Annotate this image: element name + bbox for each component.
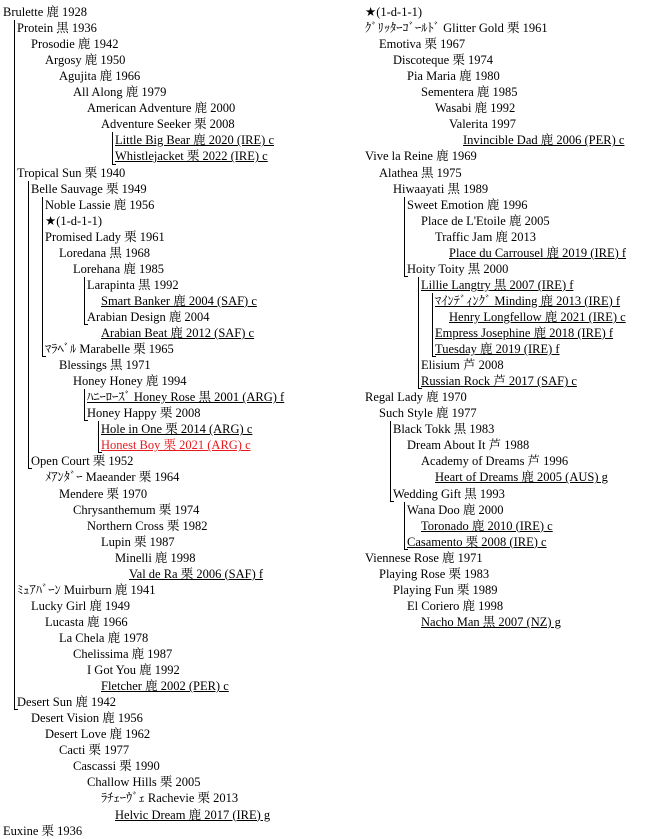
tree-connector	[84, 389, 85, 421]
pedigree-entry: Heart of Dreams 鹿 2005 (AUS) g	[435, 470, 608, 485]
pedigree-entry: Lorehana 鹿 1985	[73, 261, 164, 276]
pedigree-entry: Such Style 鹿 1977	[379, 406, 477, 421]
pedigree-entry: Honey Honey 鹿 1994	[73, 374, 187, 389]
pedigree-entry: Invincible Dad 鹿 2006 (PER) c	[463, 133, 625, 148]
pedigree-entry: Chelissima 鹿 1987	[73, 647, 173, 661]
tree-connector	[112, 132, 113, 164]
pedigree-entry: Sementera 鹿 1985	[421, 85, 518, 100]
tree-connector	[404, 276, 408, 277]
pedigree-entry: Hoity Toity 黒 2000	[407, 261, 509, 276]
pedigree-entry: Place du Carrousel 鹿 2019 (IRE) f	[449, 245, 627, 260]
pedigree-entry: ﾐｭｱﾊﾞｰﾝ Muirburn 鹿 1941	[17, 582, 156, 597]
pedigree-entry: La Chela 鹿 1978	[59, 630, 149, 645]
pedigree-entry: Hole in One 栗 2014 (ARG) c	[101, 422, 253, 437]
pedigree-entry: Emotiva 栗 1967	[379, 37, 466, 52]
pedigree-entry: Black Tokk 黒 1983	[393, 422, 495, 437]
pedigree-entry: Nacho Man 黒 2007 (NZ) g	[421, 614, 561, 629]
pedigree-entry: Noble Lassie 鹿 1956	[45, 197, 155, 212]
pedigree-entry: Sweet Emotion 鹿 1996	[407, 197, 528, 212]
pedigree-entry: Euxine 栗 1936	[3, 823, 83, 838]
pedigree-entry: Casamento 栗 2008 (IRE) c	[407, 534, 547, 549]
tree-connector	[14, 709, 18, 710]
pedigree-entry: Blessings 黒 1971	[59, 358, 151, 373]
pedigree-entry: Agujita 鹿 1966	[59, 69, 141, 84]
pedigree-entry: Pia Maria 鹿 1980	[407, 69, 500, 84]
pedigree-entry: Brulette 鹿 1928	[3, 5, 88, 19]
tree-connector	[418, 277, 419, 389]
pedigree-entry: Tropical Sun 栗 1940	[17, 165, 126, 180]
pedigree-entry: Val de Ra 栗 2006 (SAF) f	[129, 566, 264, 581]
tree-connector	[84, 420, 88, 421]
pedigree-entry: ｸﾞﾘｯﾀｰｺﾞｰﾙﾄﾞ Glitter Gold 栗 1961	[365, 21, 548, 36]
pedigree-entry: Protein 黒 1936	[17, 21, 97, 36]
pedigree-entry: Arabian Design 鹿 2004	[87, 309, 210, 324]
tree-connector	[84, 277, 85, 325]
pedigree-entry: ﾏｲﾝﾃﾞｨﾝｸﾞ Minding 鹿 2013 (IRE) f	[435, 293, 621, 308]
pedigree-entry: Desert Love 鹿 1962	[45, 727, 151, 742]
pedigree-entry: Toronado 鹿 2010 (IRE) c	[421, 518, 553, 533]
pedigree-entry: Desert Sun 鹿 1942	[17, 695, 116, 710]
pedigree-entry: I Got You 鹿 1992	[87, 663, 180, 678]
tree-connector	[390, 421, 391, 501]
pedigree-entry: Place de L'Etoile 鹿 2005	[421, 213, 550, 228]
pedigree-entry: Challow Hills 栗 2005	[87, 775, 201, 790]
tree-connector	[42, 356, 46, 357]
pedigree-entry: Hiwaayati 黒 1989	[393, 181, 489, 196]
pedigree-entry: American Adventure 鹿 2000	[87, 101, 236, 116]
pedigree-entry: Honest Boy 栗 2021 (ARG) c	[101, 438, 251, 453]
pedigree-entry: ﾗﾁｪｰｳﾞｪ Rachevie 栗 2013	[101, 791, 239, 806]
pedigree-entry: Loredana 黒 1968	[59, 245, 150, 260]
tree-connector	[390, 501, 394, 502]
pedigree-entry: Lucky Girl 鹿 1949	[31, 598, 130, 613]
tree-connector	[404, 549, 408, 550]
pedigree-entry: ﾒｱﾝﾀﾞｰ Maeander 栗 1964	[45, 470, 180, 485]
pedigree-entry: Valerita 1997	[449, 117, 516, 132]
tree-connector	[84, 324, 88, 325]
pedigree-entry: Empress Josephine 鹿 2018 (IRE) f	[435, 326, 614, 340]
pedigree-entry: Little Big Bear 鹿 2020 (IRE) c	[115, 133, 274, 148]
tree-connector	[98, 421, 99, 453]
pedigree-entry: Lillie Langtry 黒 2007 (IRE) f	[421, 277, 574, 292]
tree-connector	[432, 356, 436, 357]
pedigree-entry: Honey Happy 栗 2008	[87, 406, 201, 421]
tree-connector	[404, 502, 405, 550]
pedigree-entry: Regal Lady 鹿 1970	[365, 390, 467, 405]
pedigree-entry: Open Court 栗 1952	[31, 454, 134, 469]
tree-connector	[112, 164, 116, 165]
pedigree-entry: Adventure Seeker 栗 2008	[101, 117, 235, 132]
pedigree-entry: Belle Sauvage 栗 1949	[31, 181, 147, 196]
pedigree-entry: Viennese Rose 鹿 1971	[365, 550, 483, 565]
pedigree-entry: Minelli 鹿 1998	[115, 550, 196, 565]
pedigree-entry: Playing Rose 栗 1983	[379, 566, 490, 581]
pedigree-entry: Cacti 栗 1977	[59, 743, 130, 758]
pedigree-entry: Northern Cross 栗 1982	[87, 518, 208, 533]
pedigree-entry: Traffic Jam 鹿 2013	[435, 229, 537, 244]
pedigree-entry: Elisium 芦 2008	[421, 358, 504, 373]
tree-connector	[98, 452, 102, 453]
pedigree-entry: ﾏﾗﾍﾞﾙ Marabelle 栗 1965	[45, 342, 174, 357]
tree-connector	[28, 181, 29, 470]
pedigree-entry: ﾊﾆｰﾛｰｽﾞ Honey Rose 黒 2001 (ARG) f	[87, 390, 285, 405]
pedigree-entry: Larapinta 黒 1992	[87, 277, 179, 292]
pedigree-entry: Promised Lady 栗 1961	[45, 229, 165, 244]
pedigree-entry: Discoteque 栗 1974	[393, 53, 493, 68]
pedigree-entry: Dream About It 芦 1988	[407, 438, 530, 453]
pedigree-entry: ★(1-d-1-1)	[365, 5, 423, 19]
pedigree-entry: Wana Doo 鹿 2000	[407, 502, 504, 517]
pedigree-entry: Chrysanthemum 栗 1974	[73, 502, 200, 517]
pedigree-entry: Tuesday 鹿 2019 (IRE) f	[435, 342, 560, 357]
pedigree-entry: Mendere 栗 1970	[59, 486, 148, 501]
pedigree-entry: Alathea 黒 1975	[379, 165, 462, 180]
tree-connector	[418, 388, 422, 389]
pedigree-entry: Russian Rock 芦 2017 (SAF) c	[421, 374, 577, 389]
pedigree-entry: Lupin 栗 1987	[101, 534, 175, 549]
pedigree-entry: Academy of Dreams 芦 1996	[421, 454, 569, 469]
pedigree-entry: Smart Banker 鹿 2004 (SAF) c	[101, 293, 257, 308]
pedigree-entry: Fletcher 鹿 2002 (PER) c	[101, 679, 229, 694]
pedigree-entry: Henry Longfellow 鹿 2021 (IRE) c	[449, 309, 626, 324]
tree-connector	[432, 293, 433, 357]
pedigree-entry: Wedding Gift 黒 1993	[393, 486, 505, 501]
pedigree-entry: Arabian Beat 鹿 2012 (SAF) c	[101, 326, 255, 340]
pedigree-entry: Helvic Dream 鹿 2017 (IRE) g	[115, 807, 271, 822]
tree-connector	[404, 197, 405, 277]
pedigree-entry: Playing Fun 栗 1989	[393, 582, 498, 597]
tree-connector	[28, 468, 32, 469]
pedigree-entry: Cascassi 栗 1990	[73, 759, 160, 774]
pedigree-entry: ★(1-d-1-1)	[45, 213, 103, 228]
pedigree-entry: All Along 鹿 1979	[73, 85, 167, 100]
pedigree-entry: Prosodie 鹿 1942	[31, 37, 119, 52]
pedigree-entry: Argosy 鹿 1950	[45, 53, 126, 68]
pedigree-entry: Wasabi 鹿 1992	[435, 101, 516, 116]
pedigree-entry: El Coriero 鹿 1998	[407, 598, 504, 613]
pedigree-entry: Whistlejacket 栗 2022 (IRE) c	[115, 149, 268, 164]
pedigree-entry: Lucasta 鹿 1966	[45, 614, 128, 629]
pedigree-entry: Vive la Reine 鹿 1969	[365, 149, 477, 164]
tree-connector	[14, 20, 15, 710]
tree-connector	[42, 197, 43, 358]
pedigree-entry: Desert Vision 鹿 1956	[31, 711, 143, 726]
